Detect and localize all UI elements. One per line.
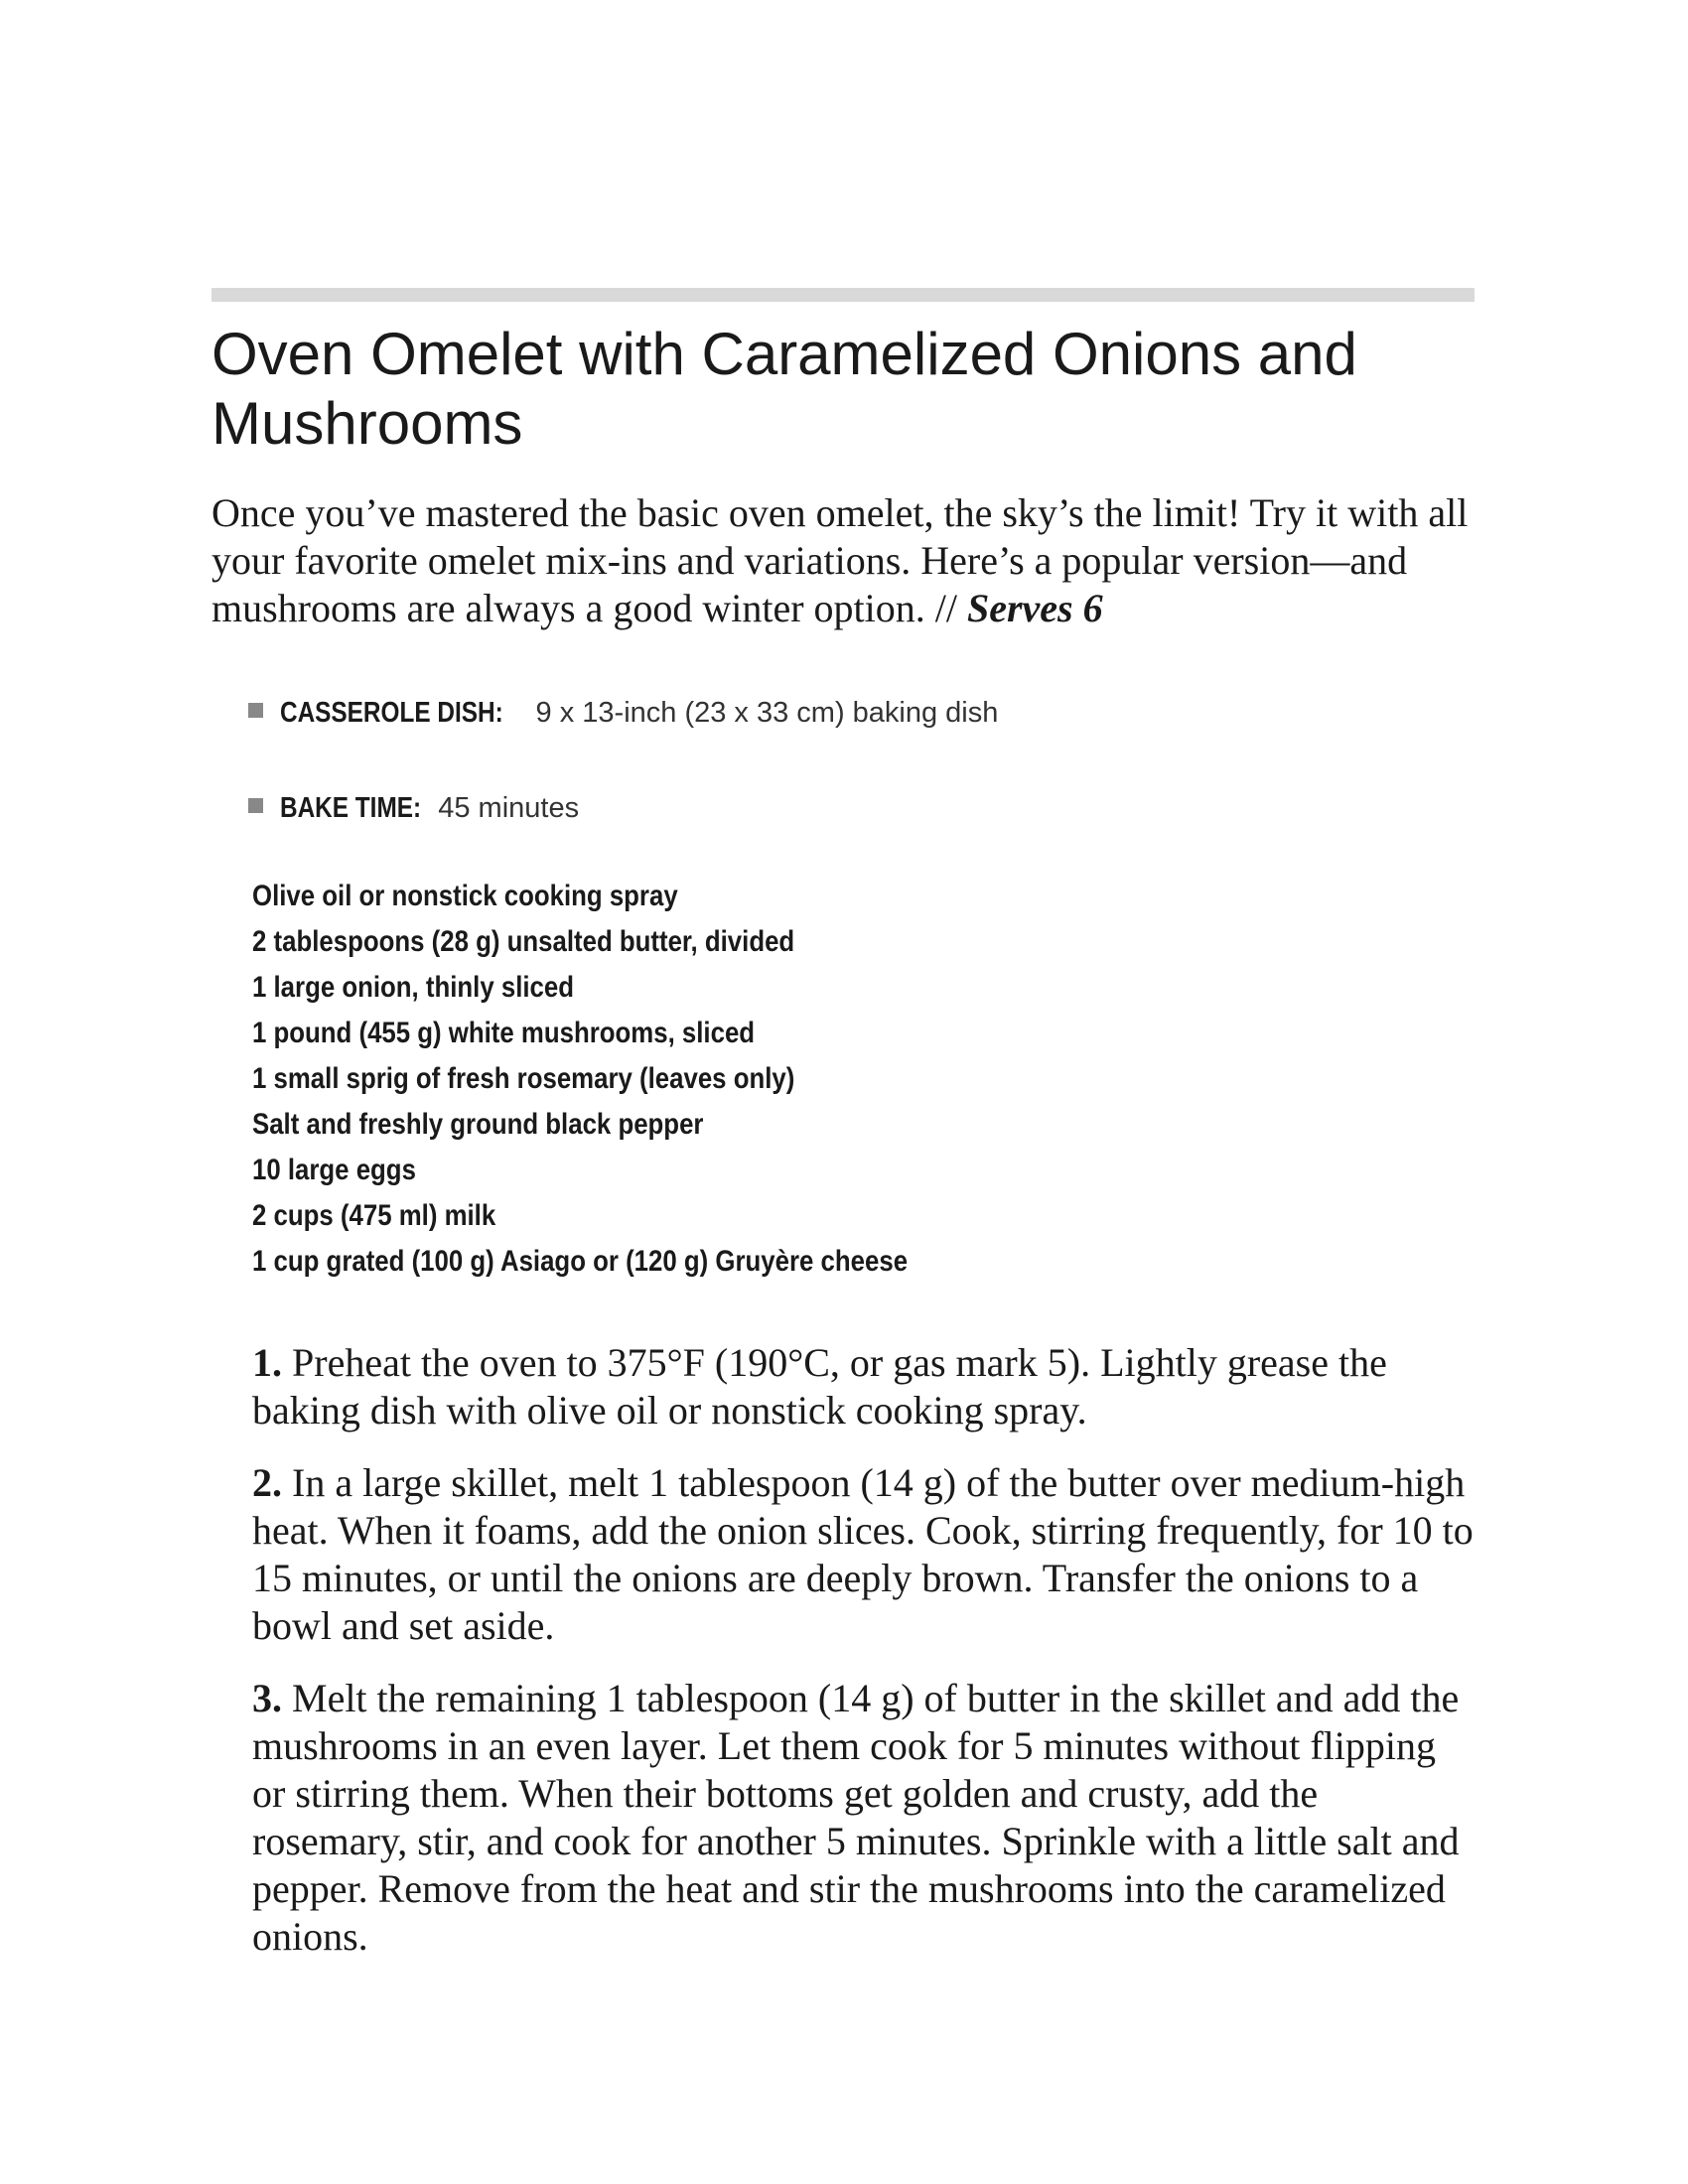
step-number: 1. — [252, 1340, 282, 1385]
ingredient-item: 1 small sprig of fresh rosemary (leaves only) — [252, 1062, 795, 1095]
ingredient-item: 1 cup grated (100 g) Asiago or (120 g) Gruyère cheese — [252, 1245, 909, 1278]
square-bullet-icon — [248, 703, 263, 718]
step-item — [252, 1459, 1474, 1650]
square-bullet-icon — [248, 798, 263, 813]
serves-label: Serves 6 — [966, 586, 1103, 630]
step-number: 3. — [252, 1676, 282, 1720]
ingredient-item: Salt and freshly ground black pepper — [252, 1108, 704, 1141]
bake-time-line — [248, 790, 1440, 826]
casserole-dish-label: CASSEROLE DISH: — [280, 697, 503, 729]
recipe-intro — [211, 489, 1492, 632]
header-rule — [211, 288, 1475, 302]
step-item — [252, 1339, 1474, 1434]
step-text: In a large skillet, melt 1 tablespoon (14 g) of the butter over medium-high heat. When it foams, add the onion slices. Cook, stirring frequently, for 10 to 15 minutes, or until the onions are deeply brown. Transfer the onions to a bowl and set aside. — [252, 1460, 1474, 1648]
recipe-title: Oven Omelet with Caramelized Onions and Mushrooms — [211, 321, 1357, 457]
ingredient-item: Olive oil or nonstick cooking spray — [252, 880, 678, 912]
ingredient-item: 10 large eggs — [252, 1154, 416, 1186]
ingredient-list — [252, 874, 1444, 1285]
casserole-dish-line — [248, 695, 1440, 731]
step-text: Melt the remaining 1 tablespoon (14 g) of butter in the skillet and add the mushrooms in an even layer. Let them cook for 5 minutes without flipping or stirring them. When their bottoms get golden and crusty, add the rosemary, stir, and cook for another 5 minutes. Sprinkle with a little salt and pepper. Remove from the heat and stir the mushrooms into the caramelized onions. — [252, 1676, 1460, 1959]
intro-text: Once you’ve mastered the basic oven omelet, the sky’s the limit! Try it with all your favorite omelet mix-ins and variations. Here’s a popular version—and mushrooms are always a good winter option. // — [211, 490, 1469, 630]
ingredient-item: 1 pound (455 g) white mushrooms, sliced — [252, 1017, 756, 1049]
ingredient-item: 1 large onion, thinly sliced — [252, 971, 575, 1004]
step-text: Preheat the oven to 375°F (190°C, or gas mark 5). Lightly grease the baking dish with olive oil or nonstick cooking spray. — [252, 1340, 1387, 1433]
step-number: 2. — [252, 1460, 282, 1505]
casserole-dish-value: 9 x 13-inch (23 x 33 cm) baking dish — [527, 697, 999, 729]
step-item — [252, 1675, 1474, 1961]
ingredient-item: 2 cups (475 ml) milk — [252, 1199, 496, 1232]
bake-time-label: BAKE TIME: — [280, 792, 422, 824]
ingredient-item: 2 tablespoons (28 g) unsalted butter, divided — [252, 925, 795, 958]
method-steps — [252, 1339, 1474, 1985]
bake-time-value: 45 minutes — [430, 792, 580, 824]
